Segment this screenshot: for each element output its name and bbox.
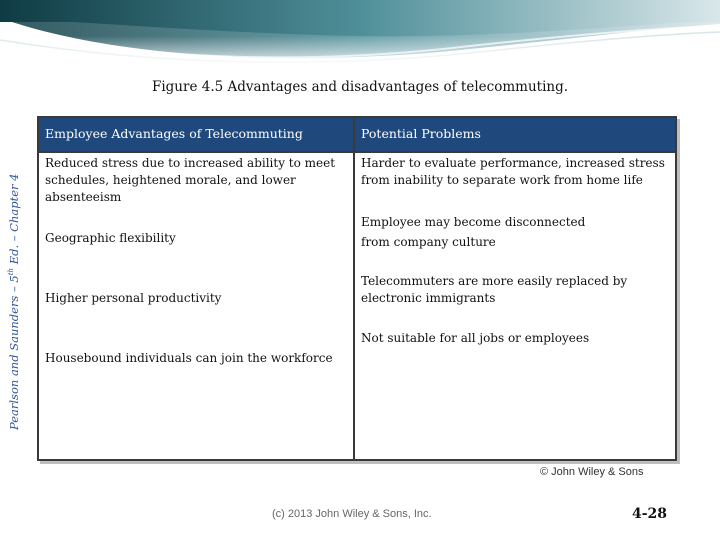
header-advantages: Employee Advantages of Telecommuting bbox=[45, 126, 303, 141]
comparison-table bbox=[37, 116, 677, 461]
advantage-item: Reduced stress due to increased ability to meet schedules, heightened morale, and lower absenteeism bbox=[45, 156, 336, 204]
problem-item: Not suitable for all jobs or employees bbox=[361, 331, 590, 345]
footer-copyright: (c) 2013 John Wiley & Sons, Inc. bbox=[272, 508, 432, 520]
wiley-copyright: © John Wiley & Sons bbox=[540, 466, 644, 478]
problem-item: Telecommuters are more easily replaced by electronic immigrants bbox=[361, 274, 628, 305]
advantage-item: Housebound individuals can join the workforce bbox=[45, 351, 333, 365]
header-problems: Potential Problems bbox=[361, 126, 481, 141]
page-number: 4-28 bbox=[632, 506, 668, 522]
column-divider bbox=[353, 118, 355, 459]
header-banner bbox=[0, 0, 720, 70]
problem-item: Employee may become disconnected from company culture bbox=[361, 215, 586, 249]
side-label: Pearlson and Saunders – 5th Ed. – Chapter 4 bbox=[7, 173, 21, 430]
advantage-item: Geographic flexibility bbox=[45, 231, 176, 245]
problem-item: Harder to evaluate performance, increased stress from inability to separate work from home life bbox=[361, 156, 665, 187]
advantage-item: Higher personal productivity bbox=[45, 291, 222, 305]
figure-title: Figure 4.5 Advantages and disadvantages of telecommuting. bbox=[151, 79, 569, 95]
